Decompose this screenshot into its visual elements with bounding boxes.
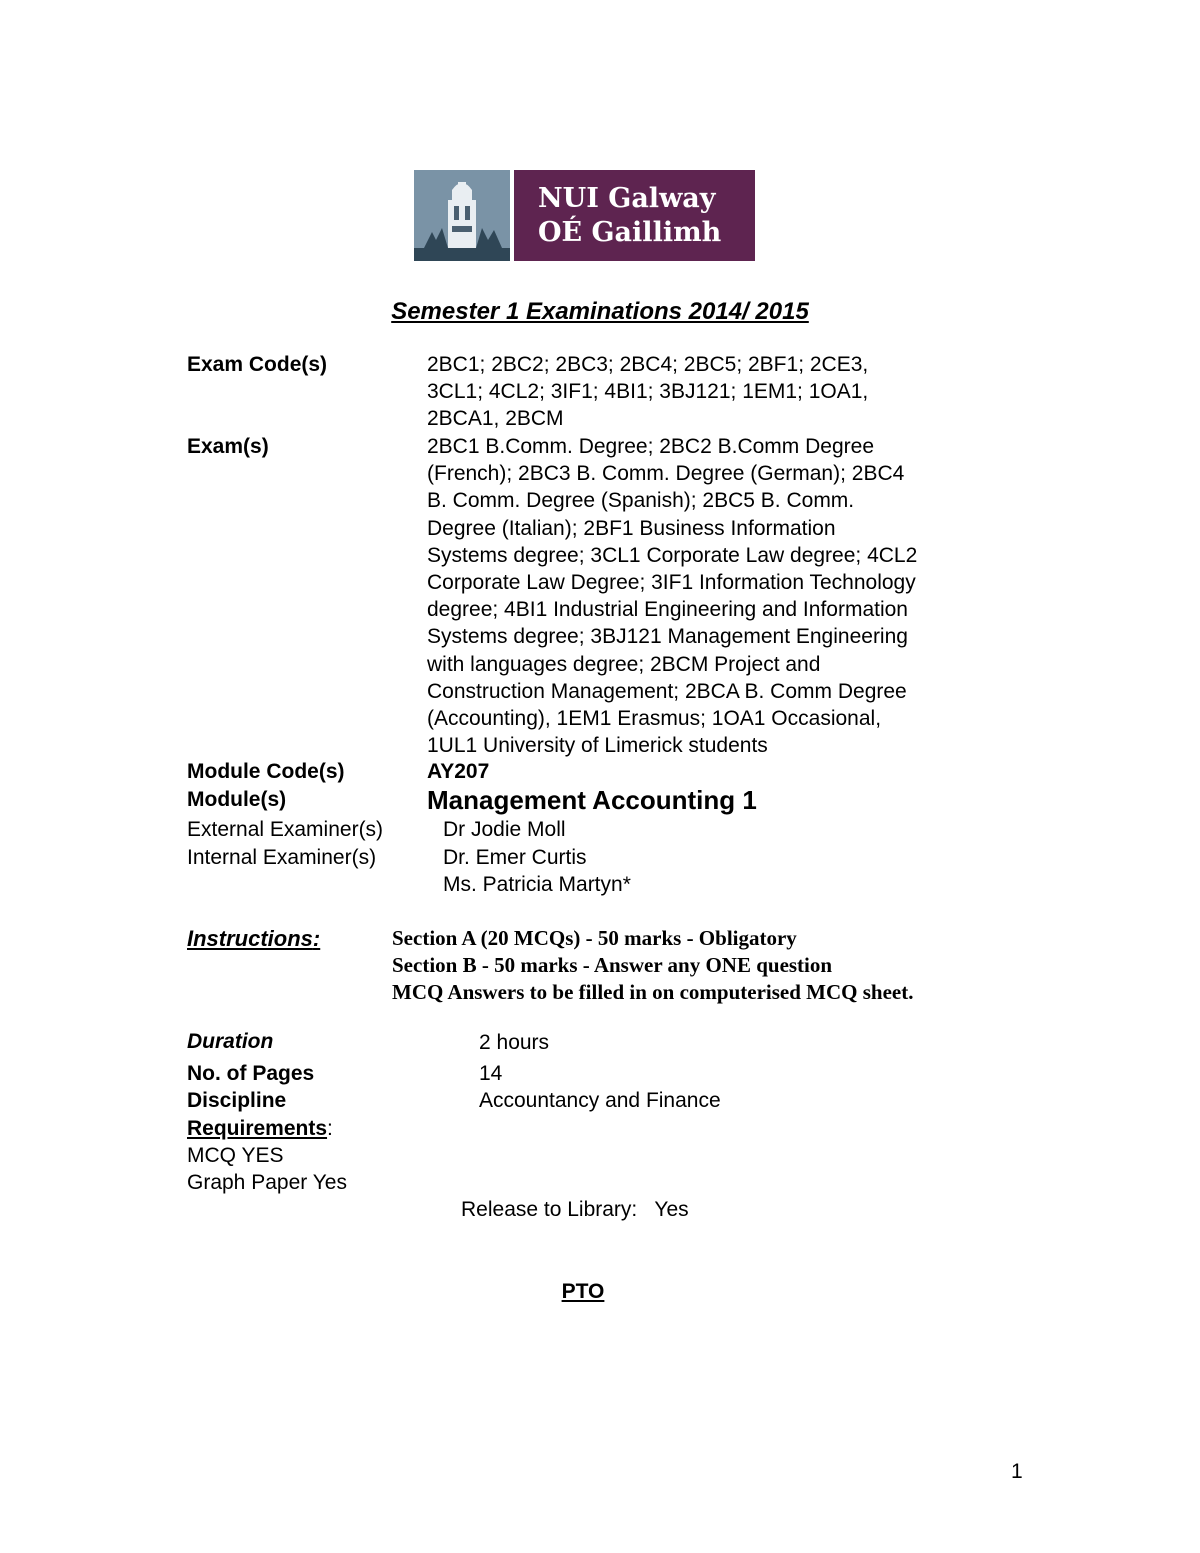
exams-line: Construction Management; 2BCA B. Comm Degree bbox=[427, 679, 907, 703]
internal-examiner-name: Ms. Patricia Martyn* bbox=[443, 873, 631, 897]
requirements-label: Requirements bbox=[187, 1117, 328, 1140]
modules-label: Module(s) bbox=[187, 788, 287, 811]
exams-line: Degree (Italian); 2BF1 Business Information bbox=[427, 516, 836, 540]
internal-examiner-value bbox=[443, 844, 631, 898]
instruction-line: MCQ Answers to be filled in on computerised MCQ sheet. bbox=[392, 980, 914, 1004]
exams-line: (Accounting), 1EM1 Erasmus; 1OA1 Occasional, bbox=[427, 707, 882, 731]
logo-wordmark bbox=[514, 170, 755, 261]
exams-line: with languages degree; 2BCM Project and bbox=[427, 652, 821, 676]
pages-label: No. of Pages bbox=[187, 1062, 315, 1085]
page-title: Semester 1 Examinations 2014/ 2015 bbox=[391, 298, 809, 325]
instructions-colon: : bbox=[312, 926, 321, 951]
module-codes-value: AY207 bbox=[427, 760, 490, 783]
instructions-label-text: Instructions bbox=[187, 926, 313, 951]
release-to-library: Release to Library: Yes bbox=[461, 1198, 689, 1221]
external-examiner-value: Dr Jodie Moll bbox=[443, 818, 566, 841]
exam-codes-line: 3CL1; 4CL2; 3IF1; 4BI1; 3BJ121; 1EM1; 1OA1, bbox=[427, 380, 869, 404]
exams-line: (French); 2BC3 B. Comm. Degree (German); 2BC4 bbox=[427, 462, 905, 486]
logo-line-2: OÉ Gaillimh bbox=[538, 217, 722, 248]
logo-line-1: NUI Galway bbox=[538, 183, 716, 214]
external-examiner-label: External Examiner(s) bbox=[187, 818, 384, 841]
requirement-mcq: MCQ YES bbox=[187, 1144, 284, 1167]
requirements-colon: : bbox=[327, 1117, 333, 1140]
instruction-line: Section A (20 MCQs) - 50 marks - Obligatory bbox=[392, 926, 797, 950]
exam-codes-label: Exam Code(s) bbox=[187, 353, 328, 376]
exams-line: B. Comm. Degree (Spanish); 2BC5 B. Comm. bbox=[427, 489, 855, 513]
module-codes-label: Module Code(s) bbox=[187, 760, 345, 783]
instructions-label bbox=[187, 925, 320, 952]
discipline-label: Discipline bbox=[187, 1089, 287, 1112]
discipline-value: Accountancy and Finance bbox=[479, 1089, 721, 1112]
exams-line: degree; 4BI1 Industrial Engineering and Information bbox=[427, 598, 908, 622]
exams-line: Systems degree; 3BJ121 Management Engineering bbox=[427, 625, 908, 649]
requirements-heading bbox=[187, 1115, 333, 1142]
exam-codes-value bbox=[427, 351, 987, 433]
instructions-text bbox=[392, 925, 913, 1006]
exams-label: Exam(s) bbox=[187, 435, 269, 458]
nui-galway-logo bbox=[414, 170, 755, 261]
instruction-line: Section B - 50 marks - Answer any ONE question bbox=[392, 953, 833, 977]
requirement-graph-paper: Graph Paper Yes bbox=[187, 1171, 347, 1194]
exams-line: Corporate Law Degree; 3IF1 Information Technology bbox=[427, 571, 916, 595]
internal-examiner-name: Dr. Emer Curtis bbox=[443, 846, 587, 869]
exam-codes-line: 2BC1; 2BC2; 2BC3; 2BC4; 2BC5; 2BF1; 2CE3, bbox=[427, 353, 869, 376]
exams-line: Systems degree; 3CL1 Corporate Law degree; 4CL2 bbox=[427, 543, 918, 567]
tower-emblem bbox=[414, 170, 510, 261]
internal-examiner-label: Internal Examiner(s) bbox=[187, 846, 377, 869]
pages-value: 14 bbox=[479, 1062, 503, 1085]
exam-codes-line: 2BCA1, 2BCM bbox=[427, 407, 564, 431]
module-name: Management Accounting 1 bbox=[427, 785, 757, 815]
page-number: 1 bbox=[1011, 1460, 1023, 1483]
pto-text: PTO bbox=[561, 1280, 605, 1303]
duration-value: 2 hours bbox=[479, 1031, 550, 1054]
duration-label: Duration bbox=[187, 1030, 274, 1053]
exams-line: 1UL1 University of Limerick students bbox=[427, 734, 768, 758]
exams-value bbox=[427, 433, 987, 759]
exams-line: 2BC1 B.Comm. Degree; 2BC2 B.Comm Degree bbox=[427, 435, 874, 458]
